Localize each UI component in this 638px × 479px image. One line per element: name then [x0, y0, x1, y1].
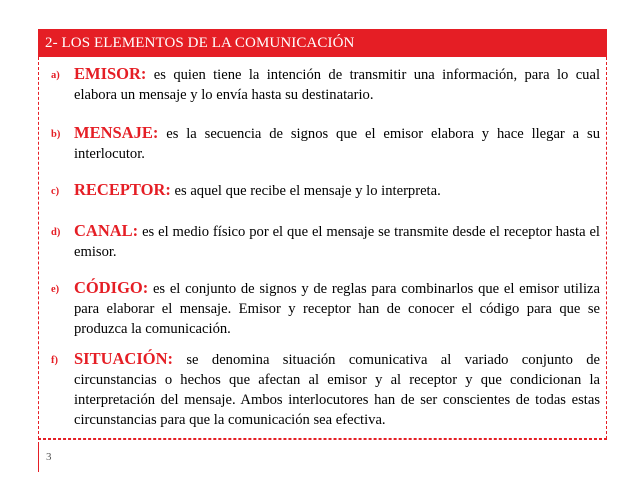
item-marker: a) — [51, 70, 60, 81]
item-marker: f) — [51, 355, 58, 366]
slide-title: 2- LOS ELEMENTOS DE LA COMUNICACIÓN — [38, 29, 607, 57]
item-text — [74, 278, 600, 339]
item-marker: d) — [51, 227, 61, 238]
item-marker: e) — [51, 284, 60, 295]
item-definition: es el conjunto de signos y de reglas para combinarlos que el emisor utiliza para elaborar el mensaje. Emisor y receptor han de conocer el código para que se produzca la comunicación. — [74, 281, 600, 337]
item-term: CANAL: — [74, 221, 139, 240]
page-number: 3 — [46, 451, 52, 463]
item-text — [74, 64, 600, 105]
item-marker: b) — [51, 129, 61, 140]
footer-accent-line — [38, 442, 39, 472]
item-term: RECEPTOR: — [74, 180, 171, 199]
item-term: MENSAJE: — [74, 123, 159, 142]
item-definition: es quien tiene la intención de transmitir una información, para lo cual elabora un mensaje y lo envía hasta su destinatario. — [74, 67, 600, 103]
footer-divider — [38, 439, 607, 440]
item-definition: es el medio físico por el que el mensaje se transmite desde el receptor hasta el emisor. — [74, 224, 600, 260]
item-text — [74, 180, 600, 201]
item-definition: es aquel que recibe el mensaje y lo interpreta. — [170, 183, 441, 199]
item-text — [74, 123, 600, 164]
item-term: CÓDIGO: — [74, 278, 149, 297]
item-marker: c) — [51, 186, 60, 197]
item-text — [74, 221, 600, 262]
item-term: SITUACIÓN: — [74, 349, 174, 368]
item-text — [74, 349, 600, 430]
item-term: EMISOR: — [74, 64, 147, 83]
item-definition: es la secuencia de signos que el emisor elabora y hace llegar a su interlocutor. — [74, 126, 600, 162]
item-definition: se denomina situación comunicativa al variado conjunto de circunstancias o hechos que afectan al emisor y al receptor y que condicionan la interpretación del mensaje. Ambos interlocutores han de ser conscientes de todas estas circunstancias para que la comunicación sea efectiva. — [74, 352, 600, 428]
content-box — [38, 57, 607, 439]
